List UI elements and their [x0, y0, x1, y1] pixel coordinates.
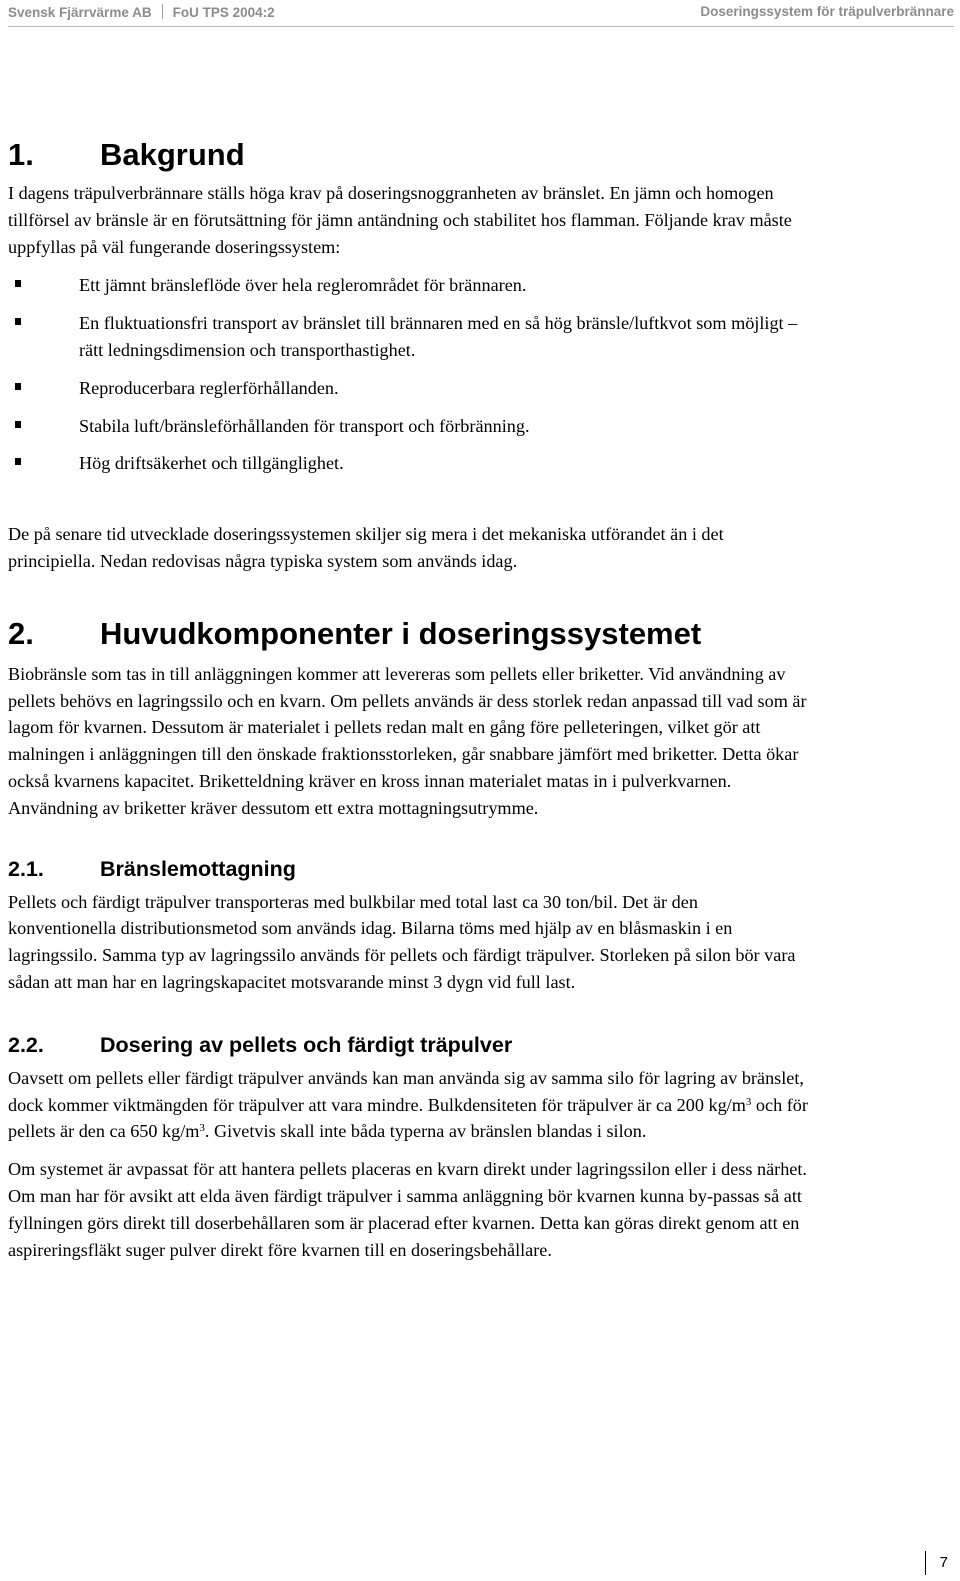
- page-header: [8, 0, 954, 27]
- header-report-id: FoU TPS 2004:2: [172, 5, 275, 20]
- paragraph-text: . Givetvis skall inte båda typerna av bränslen blandas i silon.: [204, 1121, 647, 1142]
- section-2-1-heading: [8, 852, 808, 886]
- section-2-1-title: Bränslemottagning: [100, 856, 296, 881]
- bullet-square-icon: [15, 458, 21, 465]
- list-item: [8, 272, 808, 299]
- section-1-heading: [8, 132, 808, 178]
- section-2-1-body: Pellets och färdigt träpulver transporteras med bulkbilar med total last ca 30 ton/bil. Det är den konventionella distributionsmetod som används idag. Bilarna töms med hjälp av en blåsmaskin i en lagringssilo. Samma typ av lagringssilo används för pellets och färdigt träpulver. Storleken på silon bör vara sådan att man har en lagringskapacitet motsvarande minst 3 dygn vid full last.: [8, 891, 796, 992]
- header-document-title: Doseringssystem för träpulverbrännare: [700, 4, 954, 19]
- superscript: 3: [199, 1122, 205, 1135]
- bullet-square-icon: [15, 280, 21, 287]
- section-2-2-paragraph-2: Om systemet är avpassat för att hantera pellets placeras en kvarn direkt under lagringssilon eller i dess närhet. Om man har för avsikt att elda även färdigt träpulver i samma anläggning bör kvarnen kunna by-passas så att fyllningen görs direkt till doserbehållaren som är placerad efter kvarnen. Detta kan göras direkt genom att en aspireringsfläkt suger pulver direkt före kvarnen till en doseringsbehållare.: [8, 1159, 807, 1260]
- section-1-intro: I dagens träpulverbrännare ställs höga krav på doseringsnoggranheten av bränslet. En jämn och homogen tillförsel av bränsle är en förutsättning för jämn antändning och stabilitet hos flamman. Följande krav måste uppfyllas på väl fungerande doseringssystem:: [8, 183, 792, 257]
- section-2-1-number: 2.1.: [8, 856, 44, 881]
- list-item: [8, 413, 808, 440]
- header-organization: Svensk Fjärrvärme AB: [8, 5, 152, 20]
- list-item-text: Stabila luft/bränsleförhållanden för transport och förbränning.: [79, 415, 530, 436]
- section-1-number: 1.: [8, 137, 34, 172]
- paragraph-text: och för pellets är den ca 650 kg/m: [8, 1094, 808, 1142]
- document-body: [8, 132, 808, 1263]
- list-item-text: En fluktuationsfri transport av bränslet till brännaren med en så hög bränsle/luftkvot som möjligt – rätt ledningsdimension och transporthastighet.: [79, 313, 798, 360]
- page-number: 7: [925, 1551, 948, 1575]
- header-separator: [162, 4, 163, 19]
- bullet-square-icon: [15, 421, 21, 428]
- paragraph-text: Oavsett om pellets eller färdigt träpulver används kan man använda sig av samma silo för lagring av bränslet, dock kommer viktmängden för träpulver att vara mindre. Bulkdensiteten för träpulver är ca 200 kg/m: [8, 1067, 804, 1115]
- list-item-text: Reproducerbara reglerförhållanden.: [79, 377, 339, 398]
- requirements-list: [8, 272, 808, 477]
- list-item: [8, 450, 808, 477]
- section-2-2-number: 2.2.: [8, 1032, 44, 1057]
- section-1-title: Bakgrund: [100, 137, 245, 172]
- bullet-square-icon: [15, 383, 21, 390]
- bullet-square-icon: [15, 318, 21, 325]
- section-2-number: 2.: [8, 615, 34, 651]
- section-2-2-title: Dosering av pellets och färdigt träpulver: [100, 1032, 513, 1057]
- section-2-title: Huvudkomponenter i doseringssystemet: [100, 615, 702, 651]
- section-1-outro: De på senare tid utvecklade doseringssystemen skiljer sig mera i det mekaniska utförandet än i det principiella. Nedan redovisas några typiska system som används idag.: [8, 524, 724, 571]
- section-2-body: Biobränsle som tas in till anläggningen kommer att levereras som pellets eller briketter. Vid användning av pellets behövs en lagringssilo och en kvarn. Om pellets används är dess storlek redan anpassad till vad som är lagom för kvarnen. Dessutom är materialet i pellets redan malt en gång före pelleteringen, vilket gör att malningen i anläggningen till den önskade fraktionsstorleken, går snabbare jämfört med briketter. Detta ökar också kvarnens kapacitet. Briketteldning kräver en kross innan materialet matas in i pulverkvarnen. Användning av briketter kräver dessutom ett extra mottagningsutrymme.: [8, 663, 807, 818]
- list-item: [8, 310, 808, 364]
- section-2-heading: [8, 611, 808, 657]
- header-left: [8, 4, 275, 20]
- list-item-text: Hög driftsäkerhet och tillgänglighet.: [79, 453, 344, 474]
- list-item: [8, 375, 808, 402]
- list-item-text: Ett jämnt bränsleflöde över hela reglerområdet för brännaren.: [79, 275, 527, 296]
- section-2-2-paragraph-1: [8, 1065, 808, 1145]
- superscript: 3: [745, 1095, 752, 1108]
- section-2-2-heading: [8, 1028, 808, 1062]
